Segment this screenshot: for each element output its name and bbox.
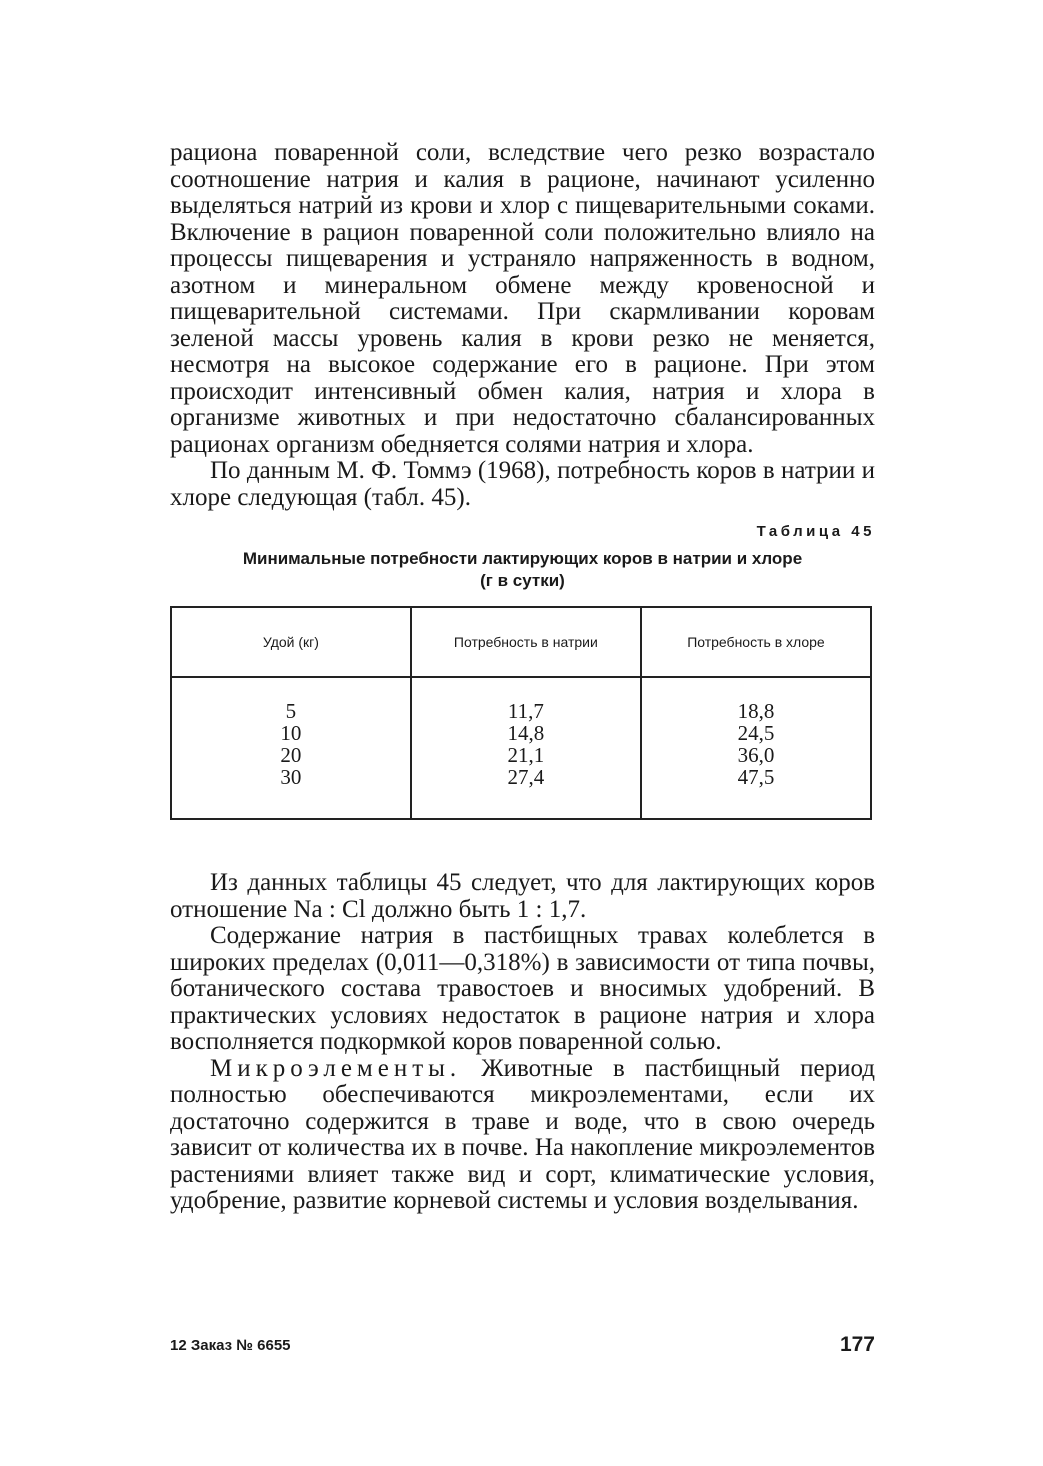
paragraph-sodium-chlorine-metabolism: рациона поваренной соли, вследствие чего резко возрастало соотношение натрия и калия в рационе, начинают усиленно выделяться натрий из крови и хлор с пищеварительными соками. Включение в рацион поваренной соли положительно влияло на процессы пищеварения и устраняло напряженность в водном, азотном и минеральном обмене между кровеносной и пищеварительной системами. При скармливании коровам зеленой массы уровень калия в крови резко не меняется, несмотря на высокое содержание его в рационе. При этом происходит интенсивный обмен калия, натрия и хлора в организме животных и при недостаточно сбалансированных рационах организм обедняется солями натрия и хлора.	[170, 139, 875, 458]
page-number: 177	[839, 1333, 875, 1356]
print-order-number: 12 Заказ № 6655	[170, 1337, 291, 1354]
paragraph-tomme-reference: По данным М. Ф. Томмэ (1968), потребность коров в натрии и хлоре следующая (табл. 45).	[170, 457, 875, 511]
table-title	[170, 548, 875, 592]
requirements-table	[170, 606, 872, 820]
table-number: Таблица 45	[756, 523, 875, 540]
yield-values: 5 10 20 30	[171, 677, 411, 819]
paragraph-microelements	[170, 1056, 875, 1215]
paragraph-na-cl-ratio: Из данных таблицы 45 следует, что для лактирующих коров отношение Na : Cl должно быть 1 : 1,7.	[170, 869, 875, 923]
header-yield: Удой (кг)	[171, 607, 411, 677]
table-header-row	[171, 607, 871, 677]
table-title-line2: (г в сутки)	[480, 571, 565, 590]
table-title-line1: Минимальные потребности лактирующих коров в натрии и хлоре	[242, 549, 803, 568]
microelements-heading: Микроэлементы.	[210, 1054, 462, 1082]
header-sodium: Потребность в натрии	[411, 607, 641, 677]
header-chlorine: Потребность в хлоре	[641, 607, 871, 677]
chlorine-values: 18,8 24,5 36,0 47,5	[641, 677, 871, 819]
paragraph-pasture-sodium: Содержание натрия в пастбищных травах колеблется в широких пределах (0,011—0,318%) в зависимости от типа почвы, ботанического состава травостоев и вносимых удобрений. В практических условиях недостаток в рационе натрия и хлора восполняется подкормкой коров поваренной солью.	[170, 922, 875, 1055]
page-body	[170, 140, 875, 1215]
table-row	[171, 677, 871, 819]
sodium-values: 11,7 14,8 21,1 27,4	[411, 677, 641, 819]
microelements-text: Животные в пастбищный период полностью обеспечиваются микроэлементами, если их достаточно содержится в траве и воде, что в свою очередь зависит от количества их в почве. На накопление микроэлементов растениями влияет также вид и сорт, климатические условия, удобрение, развитие корневой системы и условия возделывания.	[170, 1054, 876, 1214]
